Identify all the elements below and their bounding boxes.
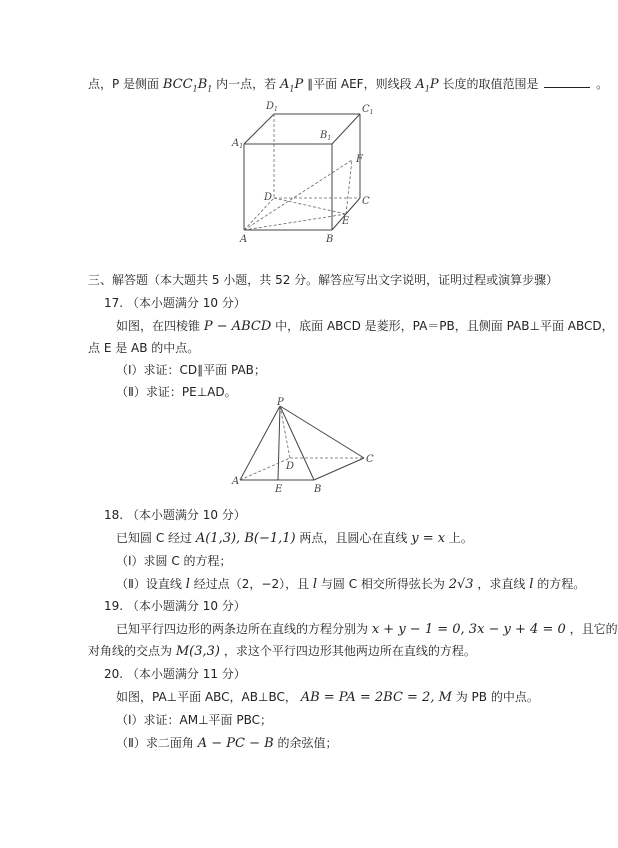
q18-ii-text-b: 经过点（2，−2），且 (193, 577, 310, 591)
q17-heading: 17. （本小题满分 10 分） (104, 296, 246, 310)
q19-text-d: ，求这个平行四边形其他两边所在直线的方程。 (223, 644, 476, 658)
q16-math-a1p-2: $A_1P$ (415, 77, 439, 94)
q17-p1 (116, 318, 614, 335)
q18-ii-math-l3: l (529, 577, 534, 592)
q19-p2 (88, 643, 476, 660)
q17-p1-text-b: 中，底面 ABCD 是菱形，PA＝PB，且侧面 PAB⊥平面 ABCD， (275, 319, 614, 333)
q18-ii-text-d: ，求直线 (477, 577, 526, 591)
q20-part-i: （Ⅰ）求证：AM⊥平面 PBC； (116, 713, 273, 727)
q18-ii-math-l2: l (312, 577, 318, 592)
q20-p1 (116, 689, 539, 706)
q18-text-a: 已知圆 C 经过 (116, 531, 193, 545)
q18-part-i: （Ⅰ）求圆 C 的方程； (116, 554, 232, 568)
q16-math-a1p: $A_1P$ (280, 77, 304, 94)
label-c: C (362, 196, 370, 207)
cube-figure (228, 100, 388, 250)
section-3-header: 三、解答题（本大题共 5 小题，共 52 分。解答应写出文字说明，证明过程或演算步骤） (88, 273, 559, 287)
q19-math-m: M(3,3) (175, 644, 220, 659)
label-a: A (240, 234, 248, 245)
q18-part-ii (116, 576, 585, 593)
q16-math-face: $BCC_1B_1$ (162, 77, 213, 94)
label-d1: $D_1$ (266, 101, 278, 113)
q17-p1-text-a: 如图，在四棱锥 (116, 319, 201, 333)
q16-text-1: 点，P 是侧面 (88, 77, 160, 91)
q19-text-b: ，且它的 (569, 622, 618, 636)
q20-text-b: 为 PB 的中点。 (455, 690, 539, 704)
q16-text-4: 长度的取值范围是 (442, 77, 539, 91)
q19-text-a: 已知平行四边形的两条边所在直线的方程分别为 (116, 622, 369, 636)
label-f: F (356, 154, 363, 165)
pyramid-figure (232, 398, 392, 494)
label-pyr-a: A (232, 476, 240, 487)
q18-ii-text-e: 的方程。 (537, 577, 586, 591)
q20-math-lengths: AB = PA = 2BC = 2, M (300, 690, 452, 705)
q16-text-3: ∥平面 AEF，则线段 (307, 77, 412, 91)
label-b1: $B_1$ (320, 130, 332, 142)
q18-math-line: y = x (411, 531, 446, 546)
label-pyr-b: B (314, 484, 322, 495)
label-p: P (277, 397, 284, 408)
q20-heading: 20. （本小题满分 11 分） (104, 667, 246, 681)
q18-ii-math-l1: l (185, 577, 190, 592)
q19-p1 (116, 621, 618, 638)
q16-line (88, 76, 608, 98)
q18-p1 (116, 530, 473, 547)
label-pyr-c: C (366, 454, 374, 465)
q17-part-i: （Ⅰ）求证：CD∥平面 PAB； (116, 363, 266, 377)
q20-ii-text-a: （Ⅱ）求二面角 (116, 736, 194, 750)
q20-ii-text-b: 的余弦值； (277, 736, 338, 750)
q19-math-lines: x + y − 1 = 0, 3x − y + 4 = 0 (371, 622, 566, 637)
q20-ii-math-angle: A − PC − B (197, 736, 274, 751)
q17-p2: 点 E 是 AB 的中点。 (88, 341, 200, 355)
label-d: D (264, 192, 273, 203)
q19-heading: 19. （本小题满分 10 分） (104, 599, 246, 613)
q18-ii-text-a: （Ⅱ）设直线 (116, 577, 182, 591)
q18-ii-text-c: 与圆 C 相交所得弦长为 (320, 577, 445, 591)
q18-math-points: A(1,3), B(−1,1) (195, 531, 296, 546)
q18-text-c: 上。 (448, 531, 473, 545)
q20-text-a: 如图，PA⊥平面 ABC，AB⊥BC， (116, 690, 297, 704)
q17-part-ii: （Ⅱ）求证：PE⊥AD。 (116, 385, 237, 399)
answer-blank (544, 76, 590, 88)
label-c1: $C_1$ (362, 104, 374, 116)
q18-heading: 18. （本小题满分 10 分） (104, 508, 246, 522)
q18-text-b: 两点，且圆心在直线 (299, 531, 408, 545)
q17-math-pabcd: P − ABCD (203, 319, 272, 334)
label-pyr-d: D (286, 461, 295, 472)
q16-text-2: 内一点，若 (216, 77, 277, 91)
label-b: B (326, 234, 334, 245)
q20-part-ii (116, 735, 338, 752)
q19-text-c: 对角线的交点为 (88, 644, 173, 658)
q18-ii-math-chord: 2√3 (448, 577, 474, 592)
label-e: E (342, 216, 350, 227)
label-pyr-e: E (275, 484, 283, 495)
label-a1: $A_1$ (232, 138, 244, 150)
q16-text-5: 。 (596, 77, 609, 91)
